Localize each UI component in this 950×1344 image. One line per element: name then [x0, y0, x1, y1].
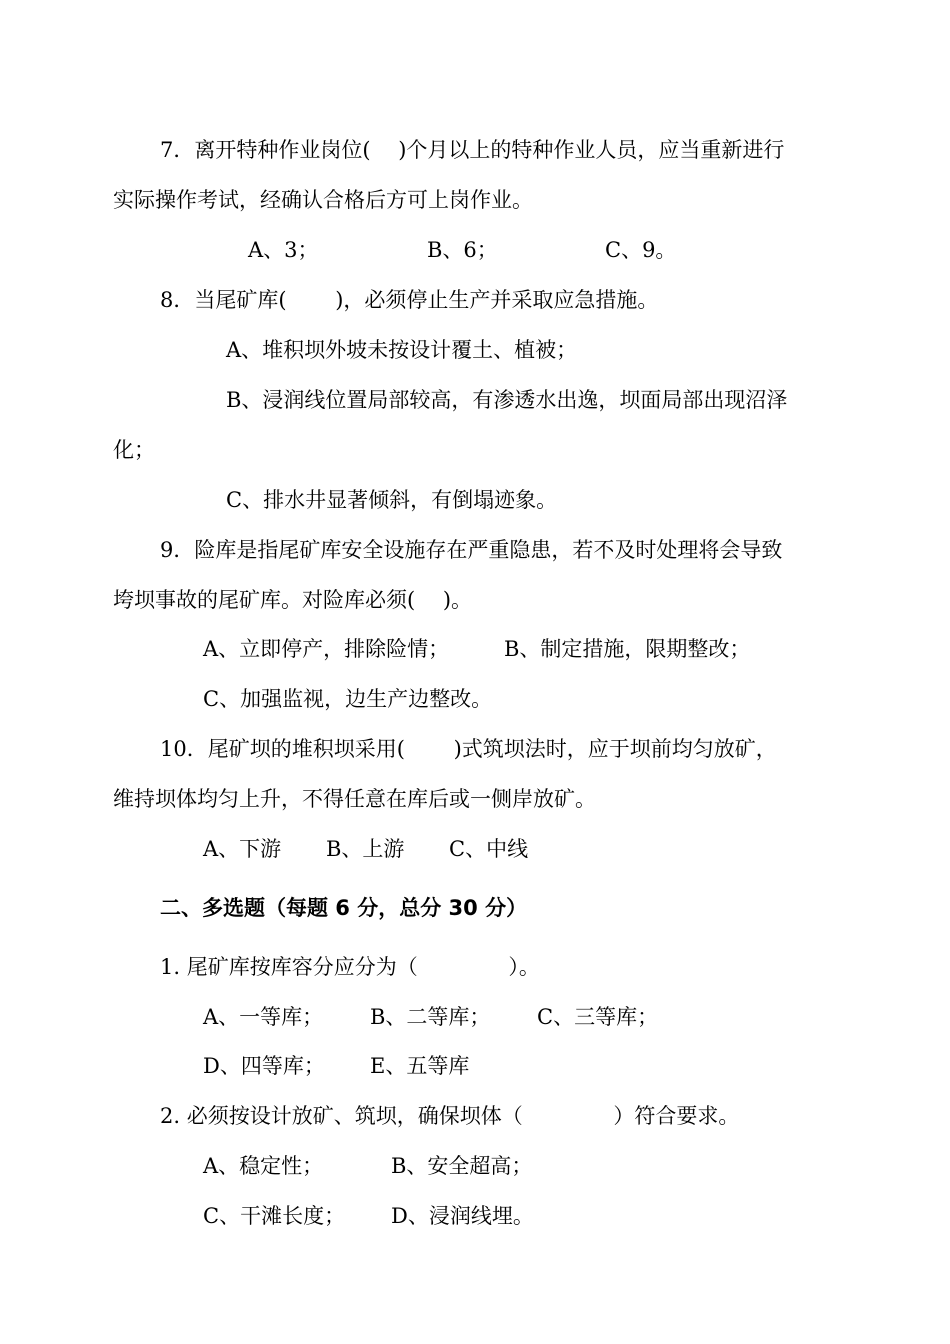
mq1-option-e: E、五等库 — [370, 1054, 470, 1078]
mq1-line-1: 1. 尾矿库按库容分应分为（ ）。 — [160, 955, 540, 979]
section-heading-multi-choice: 二、多选题（每题 6 分，总分 30 分） — [160, 896, 528, 920]
q7-option-b: B、6； — [427, 238, 498, 262]
q10-option-b: B、上游 — [326, 837, 405, 861]
q7-line-1: 7．离开特种作业岗位( )个月以上的特种作业人员，应当重新进行 — [160, 138, 785, 162]
q9-line-2: 垮坝事故的尾矿库。对险库必须( )。 — [113, 588, 473, 612]
q7-option-c: C、9。 — [605, 238, 677, 262]
q10-option-c: C、中线 — [449, 837, 529, 861]
q9-option-c: C、加强监视，边生产边整改。 — [203, 687, 493, 711]
mq2-line-1: 2. 必须按设计放矿、筑坝，确保坝体（ ）符合要求。 — [160, 1104, 740, 1128]
q8-option-b-line-1: B、浸润线位置局部较高，有渗透水出逸，坝面局部出现沼泽 — [226, 388, 788, 412]
mq2-option-b: B、安全超高； — [391, 1154, 533, 1178]
mq1-option-c: C、三等库； — [537, 1005, 659, 1029]
q9-option-a: A、立即停产，排除险情； — [203, 637, 450, 661]
q8-option-a: A、堆积坝外坡未按设计覆土、植被； — [226, 338, 578, 362]
q8-option-c: C、排水井显著倾斜，有倒塌迹象。 — [226, 488, 558, 512]
q8-option-b-line-2: 化； — [113, 438, 155, 462]
mq2-option-a: A、稳定性； — [203, 1154, 324, 1178]
mq2-option-d: D、浸润线埋。 — [391, 1204, 534, 1228]
q7-option-a: A、3； — [248, 238, 319, 262]
q10-line-1: 10．尾矿坝的堆积坝采用( )式筑坝法时，应于坝前均匀放矿， — [160, 737, 777, 761]
q10-line-2: 维持坝体均匀上升，不得任意在库后或一侧岸放矿。 — [113, 787, 596, 811]
mq1-option-d: D、四等库； — [203, 1054, 325, 1078]
q9-line-1: 9．险库是指尾矿库安全设施存在严重隐患，若不及时处理将会导致 — [160, 538, 783, 562]
q10-option-a: A、下游 — [203, 837, 282, 861]
mq2-option-c: C、干滩长度； — [203, 1204, 346, 1228]
q7-line-2: 实际操作考试，经确认合格后方可上岗作业。 — [113, 188, 533, 212]
q8-line-1: 8．当尾矿库( )，必须停止生产并采取应急措施。 — [160, 288, 659, 312]
mq1-option-b: B、二等库； — [370, 1005, 491, 1029]
mq1-option-a: A、一等库； — [203, 1005, 324, 1029]
q9-option-b: B、制定措施，限期整改； — [504, 637, 751, 661]
